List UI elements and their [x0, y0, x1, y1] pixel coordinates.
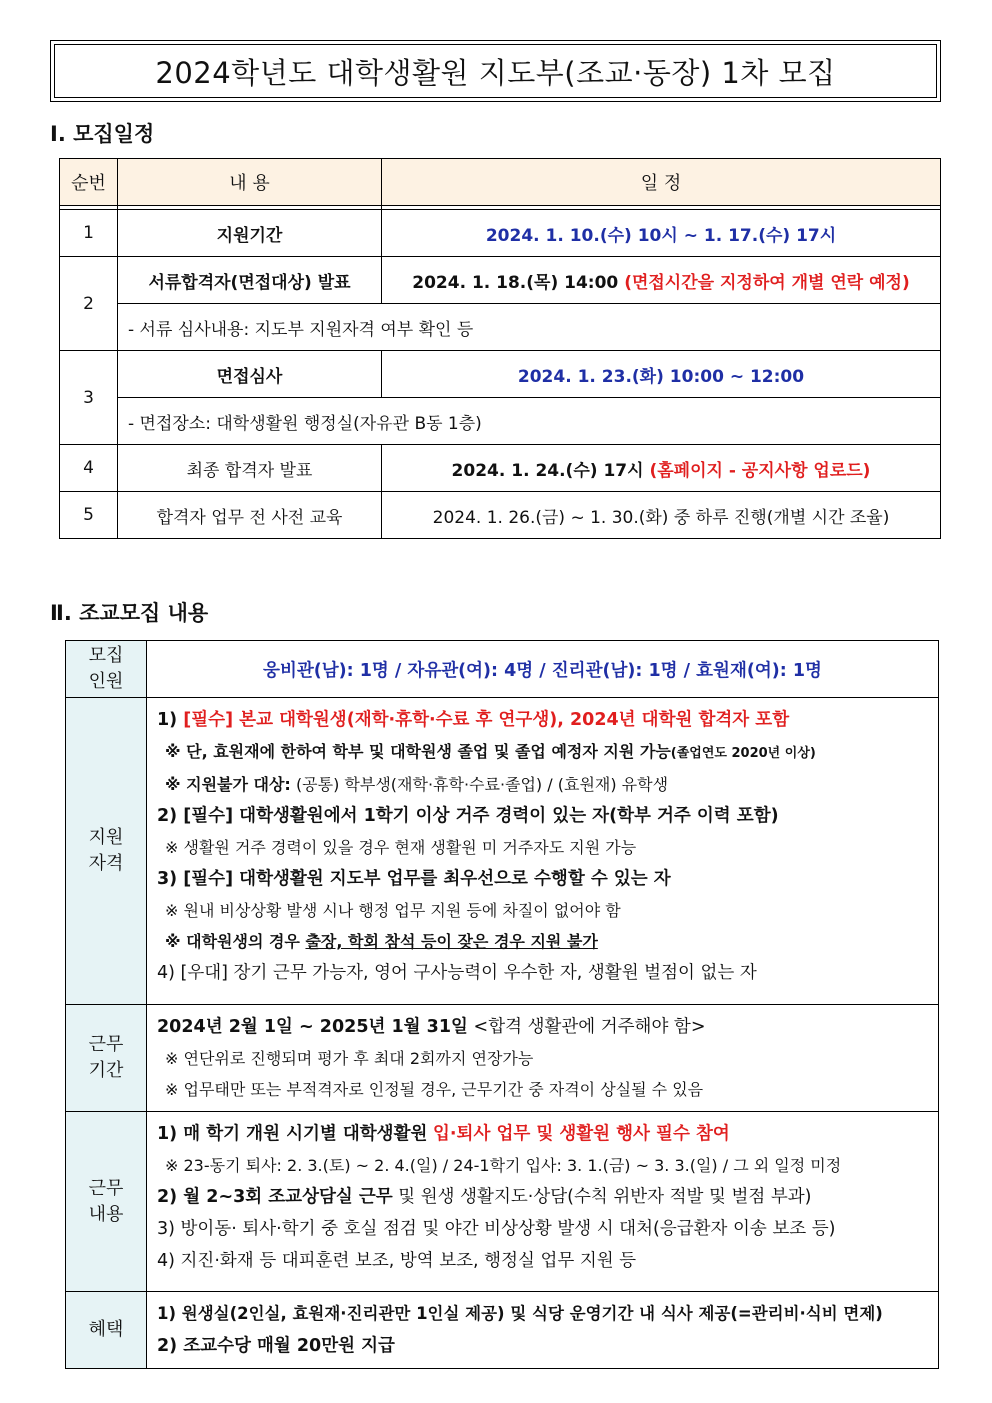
benefits-label: 혜택: [66, 1292, 147, 1369]
schedule-row: 3 면접심사 2024. 1. 23.(화) 10:00 ~ 12:00: [60, 351, 941, 398]
period-label: 근무 기간: [66, 1005, 147, 1112]
schedule-subrow: - 면접장소: 대학생활원 행정실(자유관 B동 1층): [60, 398, 941, 445]
period-row: [66, 1005, 939, 1112]
qualification-row: [66, 698, 939, 1005]
duties-content: 1) 매 학기 개원 시기별 대학생활원 입·퇴사 업무 및 생활원 행사 필수 참여 ※ 23-동기 퇴사: 2. 3.(토) ~ 2. 4.(일) / 24-1학기 입사: 3. 1.(금) ~ 3. 3.(일) / 그 외 일정 미정 2) 월 2~3회 조교상담실 근무 및 원생 생활지도·상담(수칙 위반자 적발 및 벌점 부과) 3) 방이동· 퇴사·학기 중 호실 점검 및 야간 비상상황 발생 시 대처(응급환자 이송 보조 등) 4) 지진·화재 등 대피훈련 보조, 방역 보조, 행정실 업무 지원 등: [147, 1112, 939, 1292]
recruit-text: 웅비관(남): 1명 / 자유관(여): 4명 / 진리관(남): 1명 / 효원재(여): 1명: [147, 641, 939, 698]
schedule-subrow: - 서류 심사내용: 지도부 지원자격 여부 확인 등: [60, 304, 941, 351]
header-schedule: 일 정: [382, 159, 941, 206]
period-content: 2024년 2월 1일 ~ 2025년 1월 31일 <합격 생활관에 거주해야 함> ※ 연단위로 진행되며 평가 후 최대 2회까지 연장가능 ※ 업무태만 또는 부적격자로 인정될 경우, 근무기간 중 자격이 상실될 수 있음: [147, 1005, 939, 1112]
schedule-header-row: [60, 159, 941, 206]
recruit-table: [65, 640, 939, 1369]
title-box: [50, 40, 941, 102]
schedule-table: [59, 158, 941, 539]
qualification-label: 지원 자격: [66, 698, 147, 1005]
section2-heading: Ⅱ. 조교모집 내용: [50, 601, 209, 625]
qualification-content: 1) [필수] 본교 대학원생(재학·휴학·수료 후 연구생), 2024년 대학원 합격자 포함 ※ 단, 효원재에 한하여 학부 및 대학원생 졸업 및 졸업 예정자 지원 가능(졸업연도 2020년 이상) ※ 지원불가 대상: (공통) 학부생(재학·휴학·수료·졸업) / (효원재) 유학생 2) [필수] 대학생활원에서 1학기 이상 거주 경력이 있는 자(학부 거주 이력 포함) ※ 생활원 거주 경력이 있을 경우 현재 생활원 미 거주자도 지원 가능 3) [필수] 대학생활원 지도부 업무를 최우선으로 수행할 수 있는 자 ※ 원내 비상상황 발생 시나 행정 업무 지원 등에 차질이 없어야 함 ※ 대학원생의 경우 출장, 학회 참석 등이 잦은 경우 지원 불가 4) [우대] 장기 근무 가능자, 영어 구사능력이 우수한 자, 생활원 벌점이 없는 자: [147, 698, 939, 1005]
page-title: 2024학년도 대학생활원 지도부(조교·동장) 1차 모집: [54, 44, 937, 98]
schedule-row: 2 서류합격자(면접대상) 발표 2024. 1. 18.(목) 14:00 (면접시간을 지정하여 개별 연락 예정): [60, 257, 941, 304]
schedule-row: 4 최종 합격자 발표 2024. 1. 24.(수) 17시 (홈페이지 - 공지사항 업로드): [60, 445, 941, 492]
header-no: 순번: [60, 159, 118, 206]
section1-heading: Ⅰ. 모집일정: [50, 122, 155, 146]
header-item: 내 용: [118, 159, 382, 206]
schedule-row: 5 합격자 업무 전 사전 교육 2024. 1. 26.(금) ~ 1. 30.(화) 중 하루 진행(개별 시간 조율): [60, 492, 941, 539]
benefits-content: 1) 원생실(2인실, 효원재·진리관만 1인실 제공) 및 식당 운영기간 내 식사 제공(=관리비·식비 면제) 2) 조교수당 매월 20만원 지급: [147, 1292, 939, 1369]
duties-row: [66, 1112, 939, 1292]
recruit-label: 모집 인원: [66, 641, 147, 698]
duties-label: 근무 내용: [66, 1112, 147, 1292]
benefits-row: [66, 1292, 939, 1369]
recruit-row: [66, 641, 939, 698]
schedule-row: 1 지원기간 2024. 1. 10.(수) 10시 ~ 1. 17.(수) 17시: [60, 210, 941, 257]
